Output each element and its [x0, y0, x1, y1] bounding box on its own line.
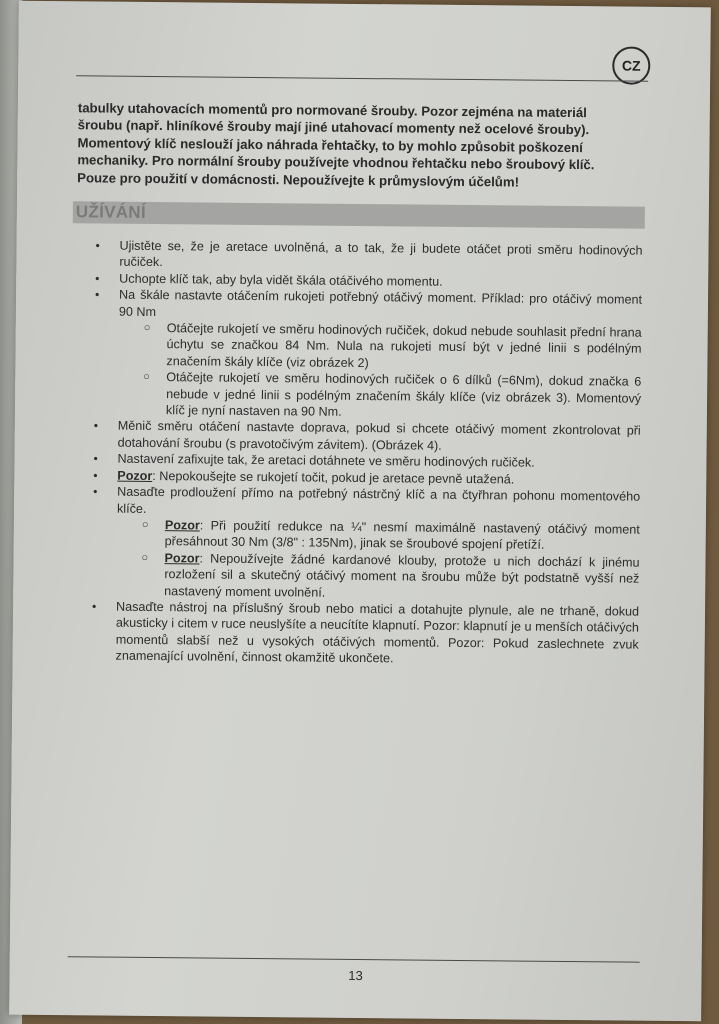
circle-bullet-icon: ○: [143, 321, 151, 335]
warning-label: Pozor: [164, 518, 200, 533]
sub-list-item: ○ Pozor: Nepoužívejte žádné kardanové klouby, protože u nich dochází k jinému rozložení sil a skutečný otáčivý moment na šroubu může být podstatně vyšší než nastavený moment uvolnění.: [141, 550, 640, 600]
list-item: • Ujistěte se, že je aretace uvolněná, a to tak, že ji budete otáčet proti směru hodinových ručiček.: [95, 238, 643, 270]
instructions-list: [69, 237, 643, 669]
intro-paragraph: [77, 99, 638, 191]
sub-list-item: ○ Pozor: Při použití redukce na ¼" nesmí maximálně nastavený otáčivý moment přesáhnout 30 Nm (3/8" : 135Nm), jinak se šroubové spojení přetíží.: [141, 518, 640, 553]
intro-line: tabulky utahovacích momentů pro normované šrouby. Pozor zejména na materiál: [77, 100, 587, 121]
header-rule: [76, 75, 648, 81]
bullet-icon: •: [93, 484, 98, 499]
section-title: UŽÍVÁNÍ: [75, 202, 147, 222]
circle-bullet-icon: ○: [141, 551, 149, 564]
sub-list-item: ○ Otáčejte rukojetí ve směru hodinových ručiček, dokud nebude souhlasit přední hrana úchytu se značkou 84 Nm. Nula na rukojeti musí být v jedné linii s podélným značením škály klíče (viz obrázek 2): [143, 321, 642, 370]
circle-bullet-icon: ○: [143, 371, 150, 384]
section-heading-bar: [73, 201, 645, 228]
bullet-icon: •: [95, 271, 100, 286]
warning-label: Pozor: [164, 550, 200, 566]
list-item: • Uchopte klíč tak, aby byla vidět škála otáčivého momentu.: [95, 271, 443, 289]
list-item: • Pozor: Nepokoušejte se rukojetí točit, pokud je aretace pevně utažená.: [93, 468, 515, 487]
list-item: • Nastavení zafixujte tak, že aretaci dotáhnete ve směru hodinových ručiček.: [93, 451, 535, 470]
page-number: 13: [348, 967, 363, 984]
bullet-icon: •: [93, 451, 98, 466]
list-item: • Nasaďte nástroj na příslušný šroub nebo matici a dotahujte plynule, ale ne trhaně, dokud akusticky i citem v ruce neuslyšíte a neucítíte klapnutí. Pozor: klapnutí je u menších otáčivých momentů slabší než u vysokých otáčivých momentů. Pozor: Pokud zaslechnete zvuk znamenající uvolnění, činnost okamžitě ukončete.: [92, 599, 640, 666]
intro-line: Pouze pro použití v domácnosti. Nepoužívejte k průmyslovým účelům!: [77, 169, 520, 190]
language-badge: CZ: [612, 46, 650, 84]
manual-page: [9, 1, 711, 1022]
warning-label: Pozor: [117, 468, 153, 483]
intro-line: šroubu (např. hliníkové šrouby mají jiné utahovací momenty než ocelové šrouby).: [77, 117, 590, 138]
intro-line: mechaniky. Pro normální šrouby používejte vhodnou řehtačku nebo šroubový klíč.: [77, 152, 595, 173]
list-item: • Nasaďte prodloužení přímo na potřebný nástrčný klíč a na čtyřhran pohonu momentového klíče.: [93, 484, 641, 516]
bullet-icon: •: [94, 287, 100, 302]
bullet-icon: •: [92, 599, 97, 614]
circle-bullet-icon: ○: [141, 518, 149, 531]
footer-rule: [68, 956, 640, 962]
list-item: • Na škále nastavte otáčením rukojeti potřebný otáčivý moment. Příklad: pro otáčivý moment 90 Nm: [94, 287, 643, 319]
sub-list-item: ○ Otáčejte rukojetí ve směru hodinových ručiček o 6 dílků (=6Nm), dokud značka 6 nebude v jedné linii s podélným značením škály klíče (viz obrázek 3). Momentový klíč je nyní nastaven na 90 Nm.: [143, 370, 642, 419]
bullet-icon: •: [93, 468, 98, 483]
bullet-icon: •: [93, 418, 99, 433]
intro-line: Momentový klíč neslouží jako náhrada řehtačky, to by mohlo způsobit poškození: [77, 135, 583, 155]
list-item: • Měnič směru otáčení nastavte doprava, pokud si chcete otáčivý moment zkontrolovat při dotahování šroubu (s pravotočivým závitem). (Obrázek 4).: [93, 418, 641, 453]
bullet-icon: •: [95, 238, 100, 253]
